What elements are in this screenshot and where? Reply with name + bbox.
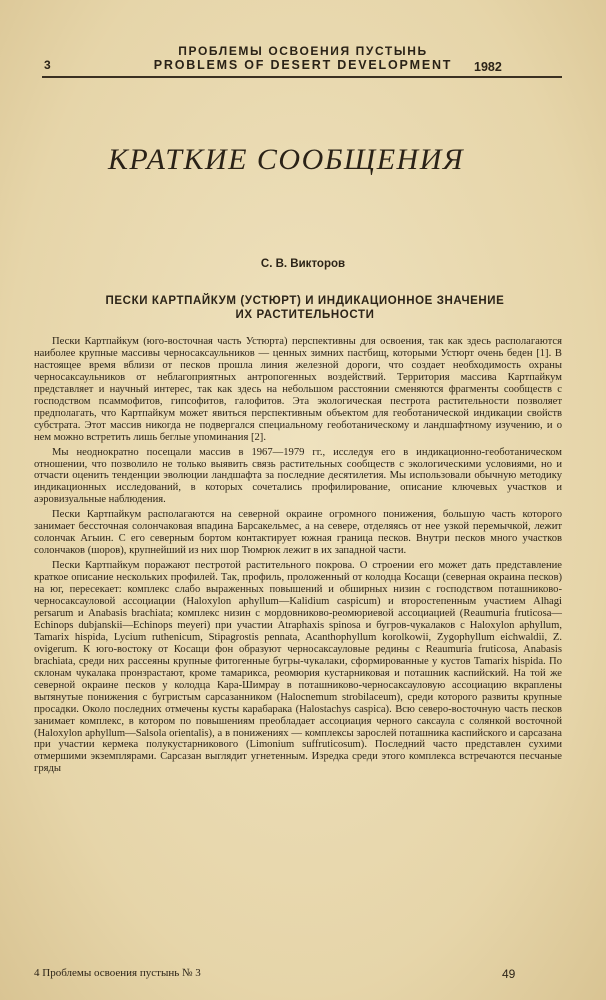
journal-title-ru: ПРОБЛЕМЫ ОСВОЕНИЯ ПУСТЫНЬ — [178, 44, 428, 58]
article-title-line2: ИХ РАСТИТЕЛЬНОСТИ — [235, 309, 375, 321]
journal-title-en: PROBLEMS OF DESERT DEVELOPMENT — [153, 58, 453, 72]
article-author: С. В. Викторов — [260, 258, 346, 270]
paragraph-4: Пески Картпайкум поражают пестротой растительного покрова. О строении его может дать представление краткое описание нескольких профилей. Так, профиль, проложенный от колодца Косащи (северная окраина песков) на юг, пересекает: комплекс слабо выраженных повышений и обширных низин с господством поташниково-черносаксауловой ассоциации (Haloxylon aphyllum—Kalidium caspicum) и второстепенным участием Alhagi persarum и Anabasis brachiata; комплекс низин с мордовниково-реомюриевой ассоциацией (Reaumuria fruticosa—Echinops dubjanskii—Echinops meyeri) при участии Atraphaxis spinosa и бугров-чукалаков с Haloxylon aphyllum, Tamarix hispida, Lycium ruthenicum, Stipagrostis pennata, Acanthophyllum korolkowii, Zygophyllum eichwaldii, Z. ovigerum. К юго-востоку от Косащи фон образуют черносаксауловые редины с Reaumuria fruticosa, Anabasis brachiata, среди них рассеяны крупные фитогенные бугры-чукалаки, сформированные у кустов Tamarix hispida. По склонам чукалака пронзрастают, кроме тамарикса, реомюрия кустарниковая и поташник каспийский. На той же северной окраине песков у колодца Кара-Шимрау в поташниково-черносаксауловую ассоциацию вкраплены вытянутые понижения с бугристым сарсазанником (Halocnemum strobilaceum), среди которого развиты крупные просадки. Около последних отмечены кусты карабарака (Halostachys caspica). Всю северо-восточную часть песков занимает комплекс, в котором по повышениям преобладает ассоциация черного саксаула с солянкой восточной (Haloxylon aphyllum—Salsola orientalis), а в понижениях — комплексы зарослей поташника каспийского и сарсазана при участии кермека полукустарникового (Limonium suffruticosum). Последний часто представлен сухими отмершими экземплярами. Сарсазан выглядит угнетенным. Изредка среди этого комплекса встречаются песчаные гряды — [34, 560, 562, 775]
page-number: 49 — [502, 967, 516, 981]
publication-year: 1982 — [474, 60, 502, 74]
article-title-line1: ПЕСКИ КАРТПАЙКУМ (УСТЮРТ) И ИНДИКАЦИОННОЕ ЗНАЧЕНИЕ — [105, 295, 505, 307]
issue-number: 3 — [44, 58, 51, 72]
article-title — [70, 294, 540, 322]
section-heading: КРАТКИЕ СООБЩЕНИЯ — [108, 143, 465, 176]
article-body — [34, 336, 562, 778]
header-divider — [42, 76, 562, 78]
paragraph-3: Пески Картпайкум располагаются на северной окраине огромного понижения, большую часть которого занимает бессточная солончаковая впадина Барсакельмес, а на севере, отделяясь от нее узкой перемычкой, лежит солончак Агыин. С его северным бортом контактирует южная граница песков. Внутри песков много участков солончаков (шоров), крупнейший из них шор Тюмрюк лежит в их западной части. — [34, 509, 562, 557]
footer-signature: 4 Проблемы освоения пустынь № 3 — [34, 967, 201, 979]
paragraph-2: Мы неоднократно посещали массив в 1967—1979 гг., исследуя его в индикационно-геоботаническом отношении, что позволило не только выявить связь растительных сообществ с экологическими условиями, но и отчасти оценить тенденции эволюции ландшафта за последние десятилетия. Мы использовали обычную методику индикационных исследований, в которых сочетались профилирование, описание ключевых участков и аэровизуальные наблюдения. — [34, 446, 562, 506]
paragraph-1: Пески Картпайкум (юго-восточная часть Устюрта) перспективны для освоения, так как здесь располагаются наиболее крупные массивы черносаксаульников — ценных зимних пастбищ, которыми Устюрт очень беден [1]. В настоящее время вблизи от песков прошла линия железной дороги, что создает необходимость охраны черносаксаульников от неблагоприятных антропогенных воздействий. Территория массива Картпайкум представляет и научный интерес, так как здесь на небольшом расстоянии сменяются фрагменты сообществ с господством псаммофитов, гипсофитов, галофитов. Эта экологическая пестрота растительности позволяет предполагать, что Картпайкум может явиться перспективным объектом для геоботанической индикации свойств субстрата. Этот массив никогда не подвергался специальному геоботаническому и ландшафтному изучению, и о нем можно встретить лишь беглые упоминания [2]. — [34, 336, 562, 443]
